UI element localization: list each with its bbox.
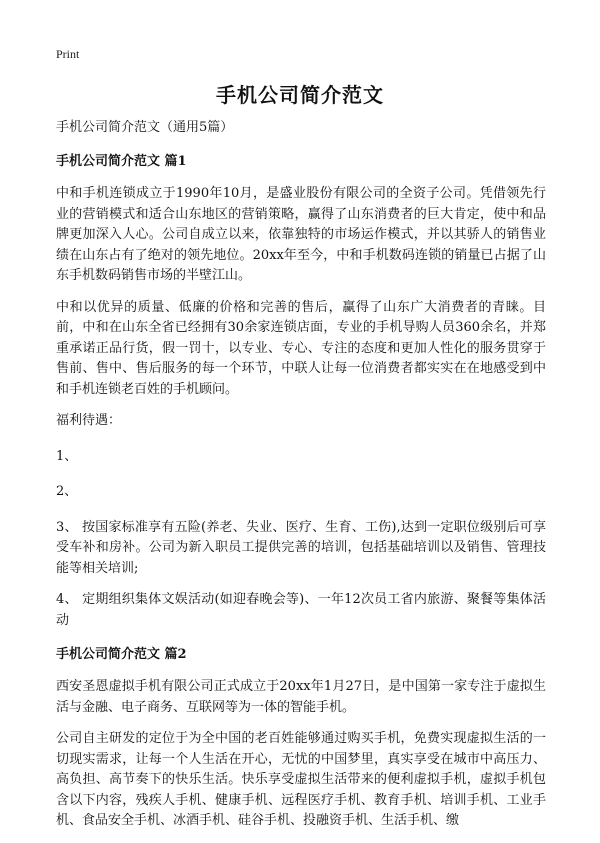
paragraph: 中和手机连锁成立于1990年10月，是盛业股份有限公司的全资子公司。凭借领先行业的营销模式和适合山东地区的营销策略，赢得了山东消费者的巨大肯定，使中和品牌更加深入人心。公司自成立以来，依靠独特的市场运作模式，并以其骄人的销售业绩在山东占有了绝对的领先地位。20xx年至今，中和手机数码连锁的销量已占据了山东手机数码销售市场的半壁江山。 bbox=[56, 186, 546, 283]
paragraph: 公司自主研发的定位于为全中国的老百姓能够通过购买手机，免费实现虚拟生活的一切现实需求，让每一个人生活在开心，无忧的中国梦里，真实享受在城市中高压力、高负担、高节奏下的快乐生活。快乐享受虚拟生活带来的便利虚拟手机，虚拟手机包含以下内容，残疾人手机、健康手机、远程医疗手机、教育手机、培训手机、工业手机、食品安全手机、冰酒手机、硅谷手机、投融资手机、生活手机、缴 bbox=[56, 731, 546, 828]
section-heading-1: 手机公司简介范文 篇1 bbox=[56, 154, 187, 169]
paragraph: 中和以优异的质量、低廉的价格和完善的售后，赢得了山东广大消费者的青睐。目前，中和在山东全省已经拥有30余家连锁店面，专业的手机导购人员360余名，并郑重承诺正品行货，假一罚十，以专业、专心、专注的态度和更加人性化的服务贯穿于售前、售中、售后服务的每一个环节，中联人让每一位消费者都实实在在地感受到中和手机连锁老百姓的手机顾问。 bbox=[56, 299, 546, 397]
benefit-item: 3、 按国家标准享有五险(养老、失业、医疗、生育、工伤),达到一定职位级别后可享受车补和房补。公司为新入职员工提供完善的培训，包括基础培训以及销售、管理技能等相关培训; bbox=[56, 519, 546, 576]
paragraph: 西安圣恩虚拟手机有限公司正式成立于20xx年1月27日，是中国第一家专注于虚拟生活与金融、电子商务、互联网等为一体的智能手机。 bbox=[56, 679, 546, 715]
benefit-item: 2、 bbox=[56, 484, 78, 499]
benefit-item: 1、 bbox=[56, 448, 78, 464]
document-title: 手机公司简介范文 bbox=[216, 83, 384, 107]
document-subtitle: 手机公司简介范文（通用5篇） bbox=[56, 120, 234, 135]
document-body bbox=[56, 118, 546, 843]
print-label[interactable]: Print bbox=[56, 47, 80, 61]
benefits-label: 福利待遇： bbox=[56, 413, 122, 428]
benefit-item: 4、 定期组织集体文娱活动(如迎春晚会等)、一年12次员工省内旅游、聚餐等集体活动 bbox=[56, 592, 546, 628]
section-heading-2: 手机公司简介范文 篇2 bbox=[56, 647, 187, 662]
